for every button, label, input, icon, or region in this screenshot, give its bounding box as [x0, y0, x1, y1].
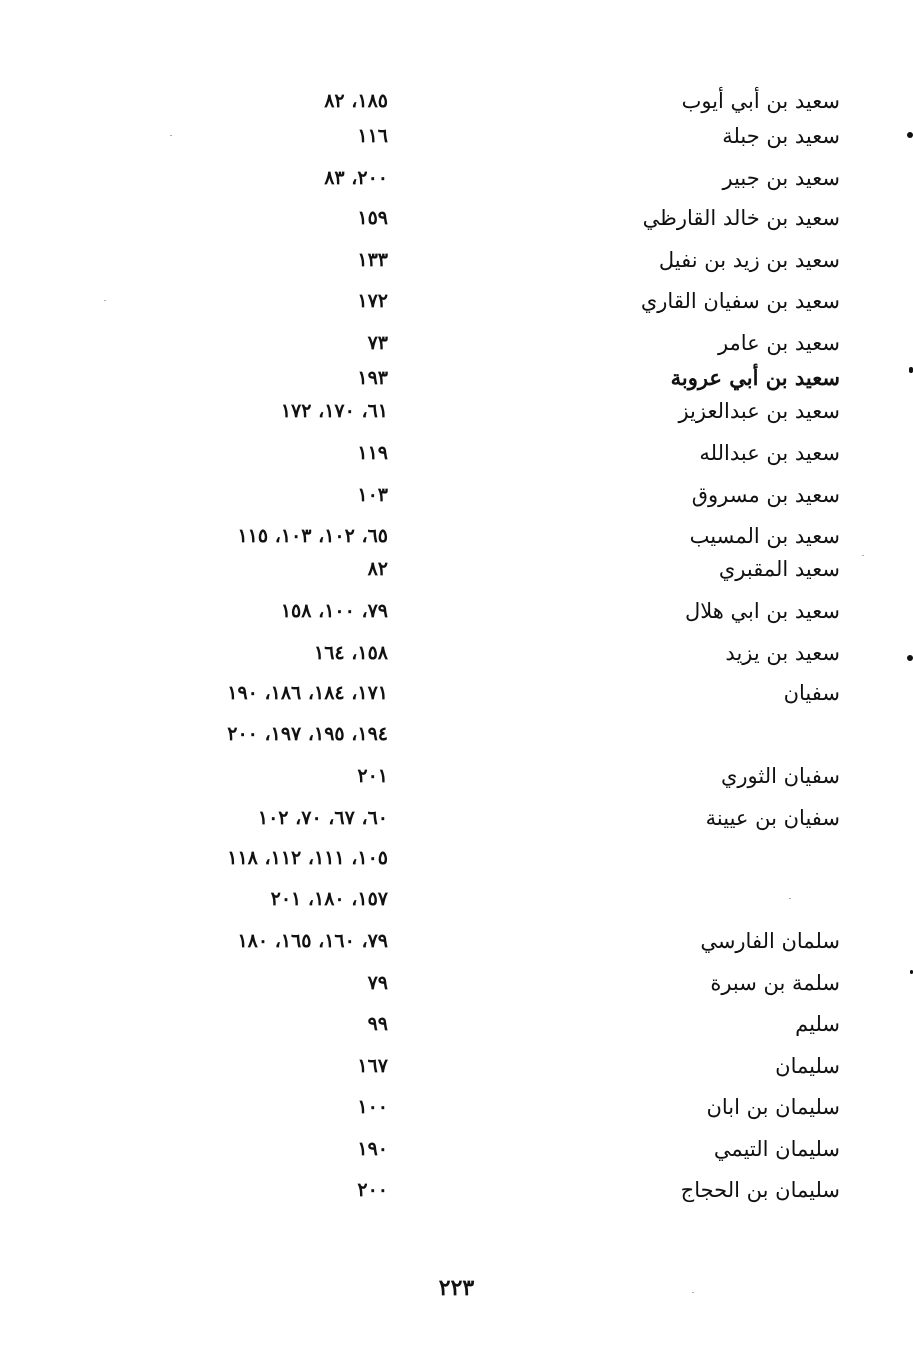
- entry-name: سعيد بن أبي أيوب: [681, 89, 840, 113]
- entry-name: سلمان الفارسي: [700, 929, 840, 953]
- entry-name: سعيد بن يزيد: [725, 641, 840, 665]
- index-entry: [0, 921, 913, 961]
- index-entry: [0, 391, 913, 431]
- index-entry: [0, 240, 913, 280]
- index-entry: [0, 591, 913, 631]
- entry-name: سلمة بن سبرة: [710, 971, 840, 995]
- entry-pages: ٩٩: [367, 1013, 388, 1035]
- entry-name: سعيد بن أبي عروبة: [670, 365, 840, 390]
- page-number: ٢٢٣: [438, 1275, 475, 1301]
- index-entry: [0, 756, 913, 796]
- entry-pages: ٦١، ١٧٠، ١٧٢: [280, 400, 388, 422]
- entry-name: سليمان: [775, 1054, 840, 1078]
- index-entry: [0, 963, 913, 1003]
- entry-name: سعيد بن خالد القارظي: [642, 206, 840, 230]
- entry-pages: ٢٠٠: [357, 1179, 388, 1201]
- index-entry: [0, 1129, 913, 1169]
- entry-pages: ١٠٣: [357, 484, 388, 506]
- scan-speck: [104, 300, 106, 301]
- scan-mark: [907, 132, 913, 138]
- index-entry: [0, 1046, 913, 1086]
- entry-pages: ١٩٣: [357, 367, 388, 389]
- entry-name: سعيد بن سفيان القاري: [640, 289, 840, 313]
- scan-speck: [862, 555, 864, 556]
- entry-pages: ٦٥، ١٠٢، ١٠٣، ١١٥: [237, 525, 388, 547]
- entry-name: سفيان الثوري: [720, 764, 840, 788]
- entry-pages: ١٩٠: [357, 1138, 388, 1160]
- entry-name: سعيد بن مسروق: [691, 483, 840, 507]
- entry-name: سعيد بن زيد بن نفيل: [658, 248, 840, 272]
- entry-name: سليمان التيمي: [713, 1137, 840, 1161]
- index-entry: [0, 673, 913, 713]
- entry-name: سفيان بن عيينة: [705, 806, 840, 830]
- index-entry: [0, 158, 913, 198]
- index-entry: [0, 798, 913, 838]
- index-entry: [0, 549, 913, 589]
- entry-name: سعيد بن المسيب: [689, 524, 840, 548]
- scan-speck: [692, 1292, 694, 1293]
- entry-pages: ٢٠١: [357, 765, 388, 787]
- index-entry: [0, 323, 913, 363]
- scan-mark: [909, 367, 913, 373]
- scan-speck: [170, 135, 172, 136]
- entry-pages: ٧٩: [367, 972, 388, 994]
- entry-pages: ١٧١، ١٨٤، ١٨٦، ١٩٠: [227, 682, 388, 704]
- index-entry-continuation: [0, 838, 913, 878]
- entry-pages: ١٥٩: [357, 207, 388, 229]
- scan-speck: [789, 898, 791, 899]
- entry-pages: ١٥٧، ١٨٠، ٢٠١: [270, 888, 388, 910]
- entry-pages: ١٨٥، ٨٢: [324, 90, 388, 112]
- entry-pages: ١١٩: [357, 442, 388, 464]
- index-entry: [0, 198, 913, 238]
- entry-pages: ١٦٧: [357, 1055, 388, 1077]
- entry-pages: ١٧٢: [357, 290, 388, 312]
- entry-pages: ٢٠٠، ٨٣: [324, 167, 388, 189]
- index-entry: [0, 1087, 913, 1127]
- entry-name: سعيد بن عبدالله: [699, 441, 840, 465]
- index-entry: [0, 81, 913, 121]
- index-entry: [0, 1004, 913, 1044]
- entry-name: سليم: [795, 1012, 840, 1036]
- entry-pages: ٨٢: [367, 558, 388, 580]
- entry-pages: ١٠٥، ١١١، ١١٢، ١١٨: [227, 847, 388, 869]
- entry-pages: ١٣٣: [357, 249, 388, 271]
- entry-pages: ٧٣: [367, 332, 388, 354]
- entry-name: سليمان بن الحجاج: [680, 1178, 840, 1202]
- entry-pages: ٧٩، ١٠٠، ١٥٨: [280, 600, 388, 622]
- entry-name: سعيد بن ابي هلال: [685, 599, 840, 623]
- scan-mark: [907, 655, 913, 661]
- index-entry: [0, 433, 913, 473]
- entry-pages: ١٥٨، ١٦٤: [314, 642, 388, 664]
- entry-pages: ١٩٤، ١٩٥، ١٩٧، ٢٠٠: [227, 723, 388, 745]
- index-entry: [0, 475, 913, 515]
- entry-name: سعيد بن عامر: [717, 331, 840, 355]
- index-entry: [0, 1170, 913, 1210]
- entry-name: سعيد بن جبلة: [722, 124, 840, 148]
- index-entry-continuation: [0, 879, 913, 919]
- entry-name: سفيان: [783, 681, 840, 705]
- entry-pages: ١١٦: [357, 125, 388, 147]
- entry-name: سعيد المقبري: [718, 557, 840, 581]
- entry-pages: ٧٩، ١٦٠، ١٦٥، ١٨٠: [237, 930, 388, 952]
- index-entry-continuation: [0, 714, 913, 754]
- index-entry: [0, 116, 913, 156]
- entry-pages: ٦٠، ٦٧، ٧٠، ١٠٢: [257, 807, 388, 829]
- entry-pages: ١٠٠: [357, 1096, 388, 1118]
- entry-name: سعيد بن عبدالعزيز: [678, 399, 840, 423]
- index-entry: [0, 633, 913, 673]
- index-entry: [0, 281, 913, 321]
- entry-name: سليمان بن ابان: [706, 1095, 840, 1119]
- entry-name: سعيد بن جبير: [722, 166, 840, 190]
